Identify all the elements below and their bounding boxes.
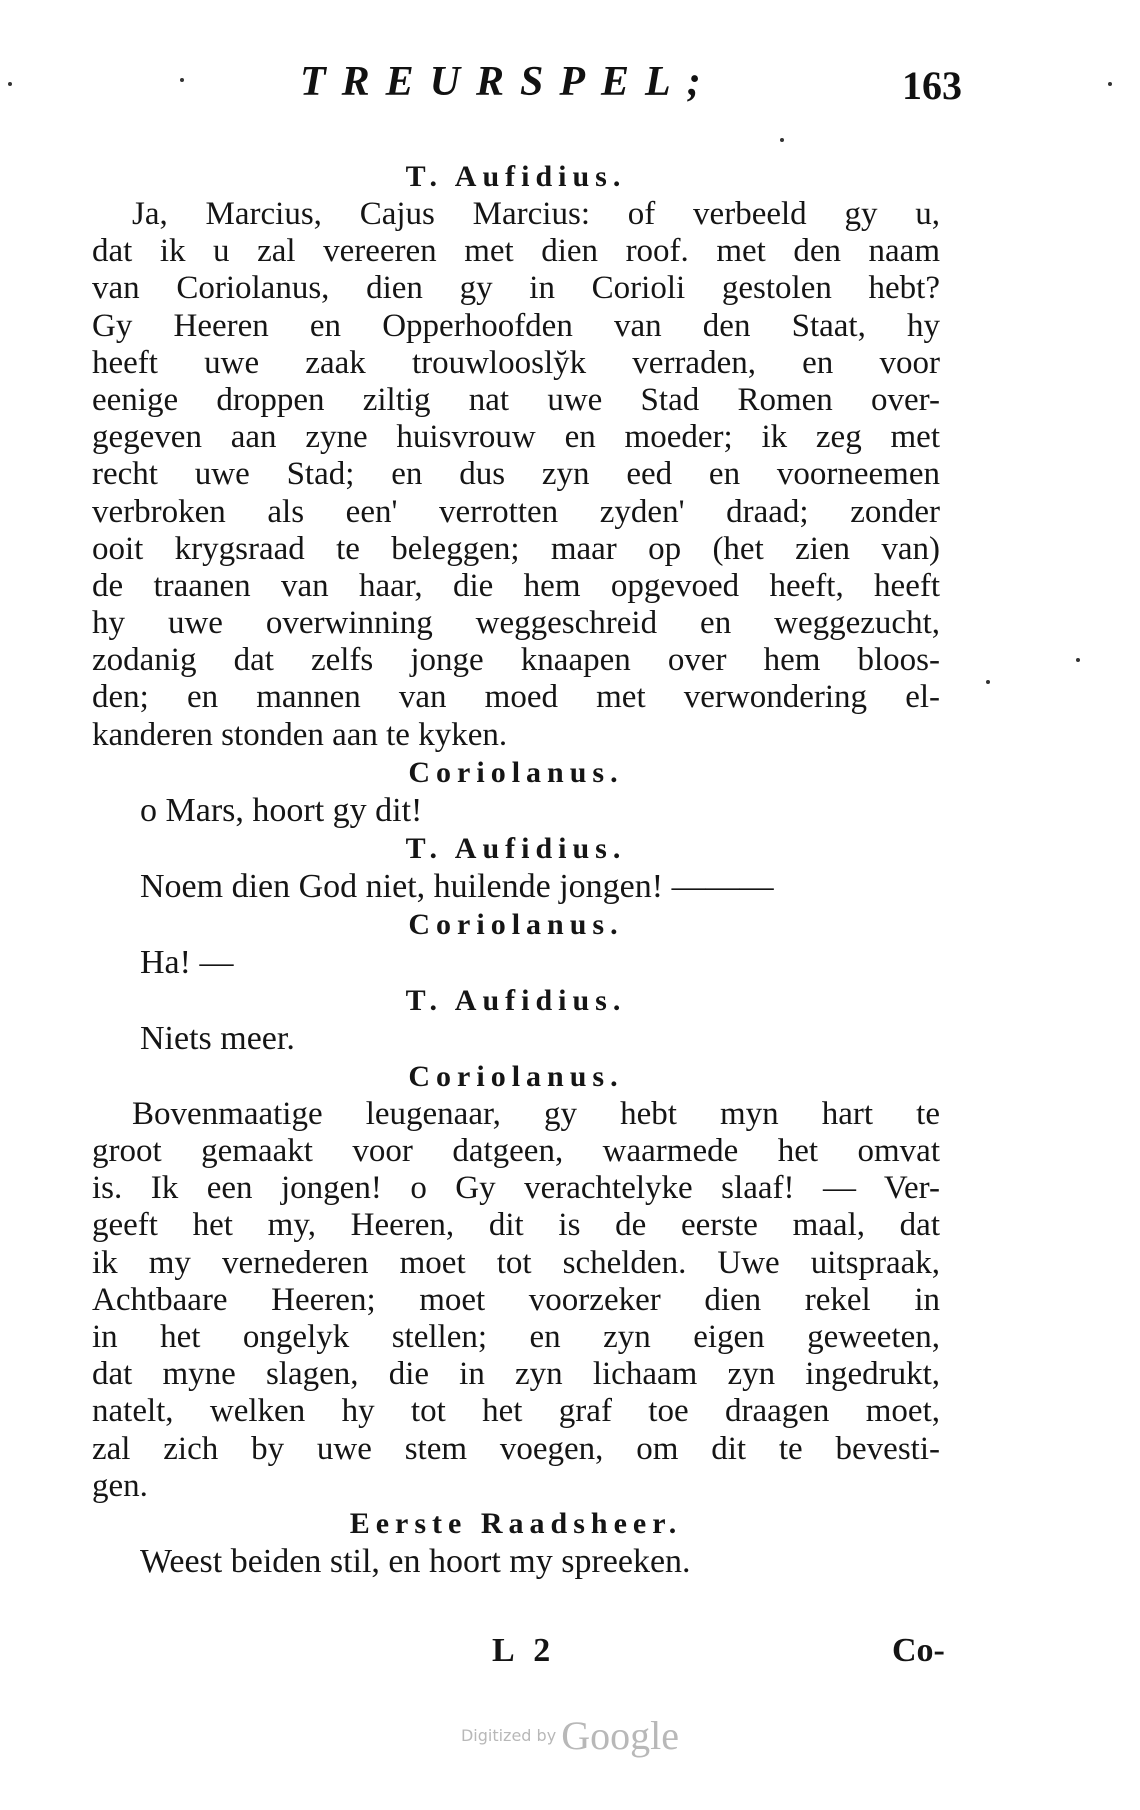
text-line: recht uwe Stad; en dus zyn eed en voorneemen xyxy=(92,456,940,493)
text-line: Achtbaare Heeren; moet voorzeker dien rekel in xyxy=(92,1281,940,1318)
page-footer xyxy=(0,1632,1140,1682)
ink-speck xyxy=(8,82,12,86)
text-line: de traanen van haar, die hem opgevoed heeft, heeft xyxy=(92,567,940,604)
speaker-name: Coriolanus. xyxy=(408,1059,624,1093)
ink-speck xyxy=(1108,82,1112,86)
text-line: dat ik u zal vereeren met dien roof. met den naam xyxy=(92,233,940,270)
digitized-watermark xyxy=(0,1712,1140,1759)
text-line: natelt, welken hy tot het graf toe draagen moet, xyxy=(92,1393,940,1430)
text-line: gegeven aan zyne huisvrouw en moeder; ik zeg met xyxy=(92,419,940,456)
speech-paragraph xyxy=(92,196,940,754)
text-line: ik my vernederen moet tot schelden. Uwe uitspraak, xyxy=(92,1244,940,1281)
text-line: Ja, Marcius, Cajus Marcius: of verbeeld gy u, xyxy=(132,196,940,232)
speaker-name: Coriolanus. xyxy=(408,755,624,789)
speaker-name: Eerste Raadsheer. xyxy=(349,1506,683,1540)
ink-speck xyxy=(780,138,784,142)
ink-speck xyxy=(1076,658,1080,662)
text-line: zal zich by uwe stem voegen, om dit te bevesti- xyxy=(92,1430,940,1467)
text-line: eenige droppen ziltig nat uwe Stad Romen over- xyxy=(92,381,940,418)
text-line: groot gemaakt voor datgeen, waarmede het omvat xyxy=(92,1133,940,1169)
speaker-name: T. Aufidius. xyxy=(405,831,627,865)
signature-mark: L 2 xyxy=(492,1632,557,1669)
page-number: 163 xyxy=(902,63,962,108)
short-speech-line: Weest beiden stil, en hoort my spreeken. xyxy=(140,1542,691,1580)
short-speech-line: o Mars, hoort gy dit! xyxy=(140,791,423,829)
text-line: in het ongelyk stellen; en zyn eigen geweeten, xyxy=(92,1318,940,1355)
text-line: dat myne slagen, die in zyn lichaam zyn ingedrukt, xyxy=(92,1356,940,1393)
short-speech-line: Noem dien God niet, huilende jongen! ——— xyxy=(140,867,774,905)
text-line: kanderen stonden aan te kyken. xyxy=(92,716,508,753)
page-header xyxy=(0,58,1140,118)
text-line: ooit krygsraad te beleggen; maar op (het zien van) xyxy=(92,530,940,567)
text-line: is. Ik een jongen! o Gy verachtelyke slaaf! — Ver- xyxy=(92,1170,940,1207)
catchword: Co- xyxy=(892,1632,945,1669)
speaker-name: Coriolanus. xyxy=(408,907,624,941)
running-title: TREURSPEL; xyxy=(300,59,717,105)
text-line: heeft uwe zaak trouwloosly̆k verraden, en voor xyxy=(92,344,940,381)
text-line: Gy Heeren en Opperhoofden van den Staat, hy xyxy=(92,307,940,344)
ink-speck xyxy=(986,680,990,684)
speaker-name: T. Aufidius. xyxy=(405,160,627,193)
page-text xyxy=(92,158,940,1581)
text-line: den; en mannen van moed met verwondering el- xyxy=(92,679,940,716)
short-speech-line: Niets meer. xyxy=(140,1019,295,1057)
text-line: geeft het my, Heeren, dit is de eerste maal, dat xyxy=(92,1207,940,1244)
speech-paragraph xyxy=(92,1096,940,1505)
text-line: zodanig dat zelfs jonge knaapen over hem bloos- xyxy=(92,642,940,679)
text-line: van Coriolanus, dien gy in Corioli gestolen hebt? xyxy=(92,270,940,307)
text-line: gen. xyxy=(92,1467,148,1504)
short-speech-line: Ha! — xyxy=(140,943,234,981)
text-line: Bovenmaatige leugenaar, gy hebt myn hart te xyxy=(132,1095,940,1132)
google-logo: Google xyxy=(561,1713,680,1758)
ink-speck xyxy=(180,78,184,82)
text-line: verbroken als een' verrotten zyden' draad; zonder xyxy=(92,493,940,530)
watermark-prefix: Digitized by xyxy=(460,1726,557,1745)
text-line: hy uwe overwinning weggeschreid en weggezucht, xyxy=(92,605,940,642)
speaker-name: T. Aufidius. xyxy=(405,983,627,1017)
